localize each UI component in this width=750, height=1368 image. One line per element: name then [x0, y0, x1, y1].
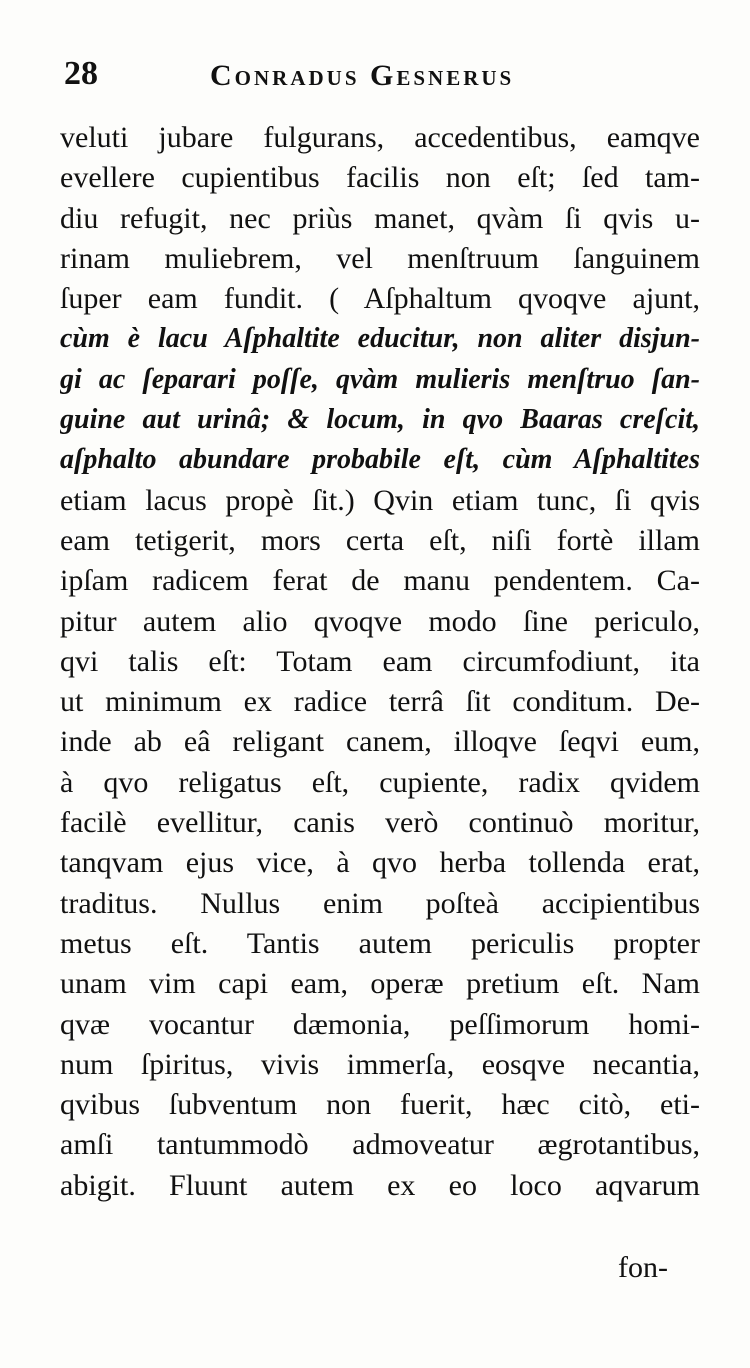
page-number: 28 [64, 55, 98, 92]
body-text [60, 118, 700, 1206]
text-line: cùm è lacu Aſphaltite educitur, non aliter disjun- [60, 323, 700, 355]
text-line: traditus. Nullus enim poſteà accipientibus [60, 886, 700, 920]
text-line: unam vim capi eam, operæ pretium eſt. Nam [60, 967, 700, 1001]
text-line: rinam muliebrem, vel menſtruum ſanguinem [60, 241, 700, 275]
text-line: à qvo religatus eſt, cupiente, radix qvidem [60, 765, 700, 799]
text-line: inde ab eâ religant canem, illoqve ſeqvi eum, [60, 725, 700, 759]
text-line: diu refugit, nec priùs manet, qvàm ſi qvis u- [60, 201, 700, 235]
page-header [60, 52, 700, 100]
text-line: tanqvam ejus vice, à qvo herba tollenda erat, [60, 846, 700, 880]
text-line: amſi tantummodò admoveatur ægrotantibus, [60, 1128, 700, 1162]
text-line: guine aut urinâ; & locum, in qvo Baaras creſcit, [60, 404, 700, 436]
catchword: fon- [618, 1251, 668, 1284]
text-line: veluti jubare fulgurans, accedentibus, eamqve [60, 121, 700, 154]
text-line: qvibus ſubventum non fuerit, hæc citò, eti- [60, 1088, 700, 1122]
text-line: aſphalto abundare probabile eſt, cùm Aſphaltites [60, 444, 700, 476]
text-line: qvi talis eſt: Totam eam circumfodiunt, ita [60, 644, 700, 678]
text-line: abigit. Fluunt autem ex eo loco aqvarum [60, 1168, 700, 1202]
text-line: ipſam radicem ferat de manu pendentem. Ca- [60, 564, 700, 598]
text-line: pitur autem alio qvoqve modo ſine periculo, [60, 604, 700, 638]
text-line: qvæ vocantur dæmonia, peſſimorum homi- [60, 1007, 700, 1041]
text-line: etiam lacus propè ſit.) Qvin etiam tunc, ſi qvis [60, 483, 700, 517]
running-head: Conradus Gesnerus [210, 59, 515, 92]
text-line: num ſpiritus, vivis immerſa, eosqve necantia, [60, 1047, 700, 1081]
text-line: facilè evellitur, canis verò continuò moritur, [60, 806, 700, 840]
text-line: evellere cupientibus facilis non eſt; ſed tam- [60, 161, 700, 195]
text-line: gi ac ſeparari poſſe, qvàm mulieris menſtruo ſan- [60, 363, 700, 395]
text-line: ut minimum ex radice terrâ ſit conditum. De- [60, 685, 700, 719]
text-line: eam tetigerit, mors certa eſt, niſi fortè illam [60, 523, 700, 557]
text-line: metus eſt. Tantis autem periculis propter [60, 926, 700, 960]
text-line: ſuper eam fundit. ( Aſphaltum qvoqve ajunt, [60, 282, 700, 316]
